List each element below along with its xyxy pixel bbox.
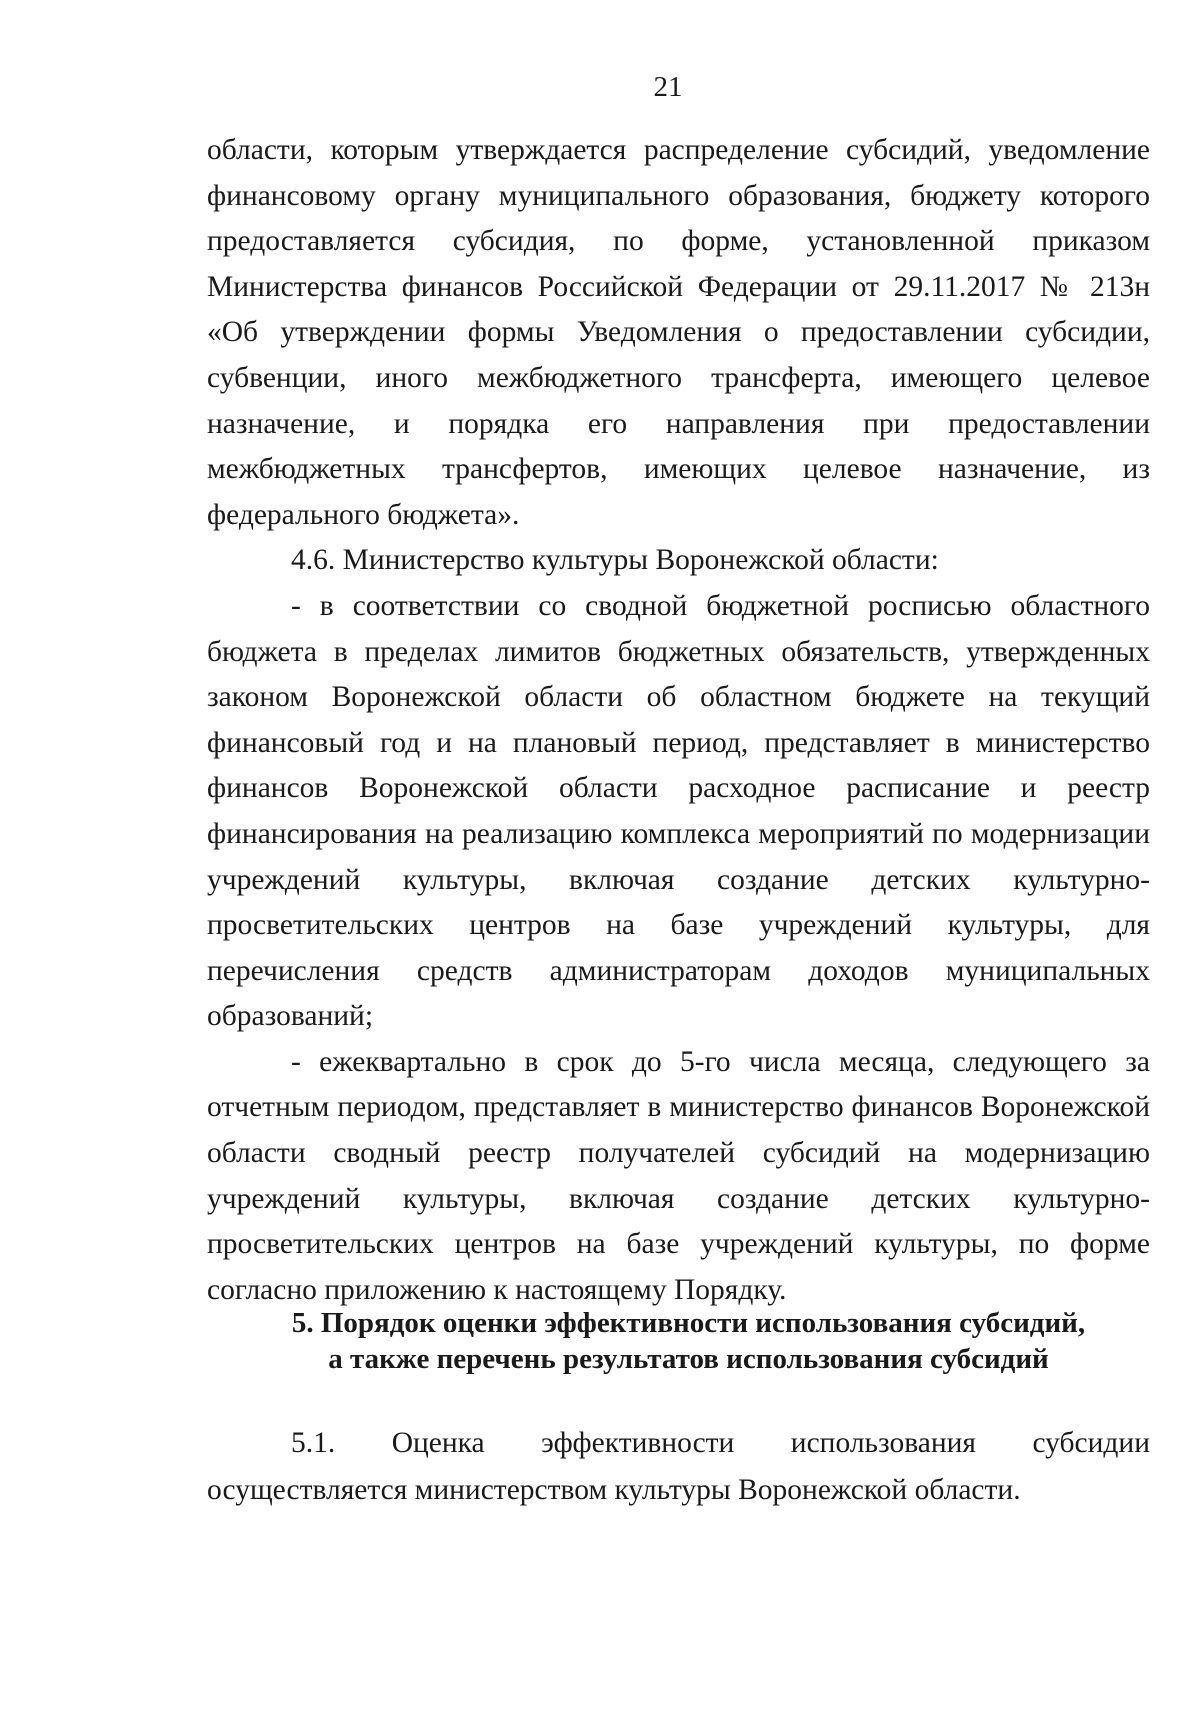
section-heading-line-2: а также перечень результатов использования субсидий bbox=[328, 1343, 1049, 1375]
paragraph-clause-4-6: 4.6. Министерство культуры Воронежской области: bbox=[291, 544, 939, 577]
paragraph-clause-5-1: 5.1. Оценка эффективности использования субсидии осуществляется министерством культуры Воронежской области. bbox=[207, 1427, 1150, 1506]
body-text-top bbox=[207, 128, 1150, 1313]
paragraph-list-item: - в соответствии со сводной бюджетной росписью областного бюджета в пределах лимитов бюджетных обязательств, утвержденных законом Воронежской области об областном бюджете на текущий финансовый год и на плановый период, представляет в министерство финансов Воронежской области расходное расписание и реестр финансирования на реализацию комплекса мероприятий по модернизации учреждений культуры, включая создание детских культурно-просветительских центров на базе учреждений культуры, для перечисления средств администраторам доходов муниципальных образований; bbox=[207, 589, 1150, 1033]
section-heading bbox=[207, 1305, 1160, 1377]
paragraph-list-item: - ежеквартально в срок до 5-го числа месяца, следующего за отчетным периодом, представляет в министерство финансов Воронежской области сводный реестр получателей субсидий на модернизацию учреждений культуры, включая создание детских культурно-просветительских центров на базе учреждений культуры, по форме согласно приложению к настоящему Порядку. bbox=[207, 1045, 1150, 1306]
page-number: 21 bbox=[653, 71, 683, 103]
paragraph: области, которым утверждается распределение субсидий, уведомление финансовому органу муниципального образования, бюджету которого предоставляется субсидия, по форме, установленной приказом Министерства финансов Российской Федерации от 29.11.2017 № 213н «Об утверждении формы Уведомления о предоставлении субсидии, субвенции, иного межбюджетного трансферта, имеющего целевое назначение, и порядка его направления при предоставлении межбюджетных трансфертов, имеющих целевое назначение, из федерального бюджета». bbox=[207, 134, 1150, 531]
body-text-bottom bbox=[207, 1420, 1150, 1514]
section-heading-line-1: 5. Порядок оценки эффективности использования субсидий, bbox=[291, 1307, 1086, 1339]
